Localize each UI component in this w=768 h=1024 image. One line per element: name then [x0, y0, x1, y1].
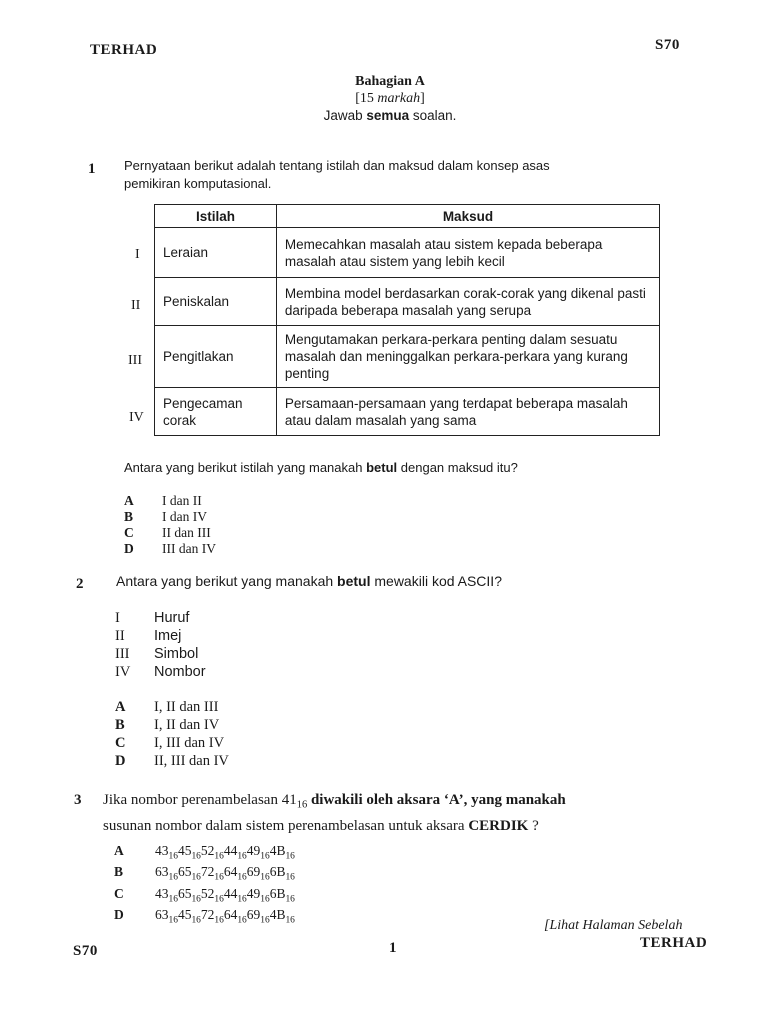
option-d[interactable]: D II, III dan IV — [115, 753, 229, 769]
table-row — [155, 326, 660, 388]
option-a[interactable]: A I dan II — [124, 493, 202, 508]
section-title: Bahagian A — [355, 74, 425, 89]
q2-items — [115, 609, 206, 681]
footer-classification: TERHAD — [640, 935, 708, 951]
section-marks: [15 markah] — [355, 91, 425, 106]
q3-options — [114, 843, 295, 928]
table-header-term: Istilah — [155, 205, 277, 228]
q1-terms-table — [154, 204, 660, 436]
header-classification: TERHAD — [90, 42, 158, 58]
term-cell: Pengecaman corak — [155, 388, 277, 436]
option-a[interactable]: A $43_{16}45_{16}52_{16}44_{16}49_{16}4B_{16}$ — [114, 843, 295, 862]
q1-row-roman: II — [131, 298, 141, 313]
term-cell: Leraian — [155, 228, 277, 278]
meaning-cell: Persamaan-persamaan yang terdapat beberapa masalah atau dalam masalah yang sama — [276, 388, 659, 436]
option-d[interactable]: D $63_{16}45_{16}72_{16}64_{16}69_{16}4B_{16}$ — [114, 906, 295, 926]
meaning-cell: Membina model berdasarkan corak-corak yang dikenal pasti daripada beberapa masalah yang serupa — [276, 278, 659, 326]
q1-stem: Pernyataan berikut adalah tentang istilah dan maksud dalam konsep asas pemikiran komputasional. — [124, 158, 550, 191]
header-code: S70 — [655, 37, 680, 53]
q1-question: Antara yang berikut istilah yang manakah betul dengan maksud itu? — [124, 460, 518, 475]
table-row — [155, 388, 660, 436]
q2-question: Antara yang berikut yang manakah betul mewakili kod ASCII? — [116, 573, 502, 589]
option-b[interactable]: B I dan IV — [124, 509, 207, 524]
page-number: 1 — [389, 940, 397, 956]
term-cell: Peniskalan — [155, 278, 277, 326]
term-cell: Pengitlakan — [155, 326, 277, 388]
q1-number: 1 — [88, 161, 96, 177]
table-header-row — [155, 205, 660, 228]
section-instruction: Jawab semua soalan. — [323, 108, 457, 123]
list-item: III Simbol — [115, 646, 199, 662]
q2-options — [115, 698, 229, 770]
meaning-cell: Mengutamakan perkara-perkara penting dalam sesuatu masalah dan meninggalkan perkara-perkara yang kurang penting — [276, 326, 659, 388]
next-page-note: [Lihat Halaman Sebelah — [544, 918, 683, 933]
section-heading — [290, 73, 490, 125]
footer-code: S70 — [73, 943, 98, 959]
list-item: II Imej — [115, 628, 182, 644]
option-b[interactable]: B $63_{16}65_{16}72_{16}64_{16}69_{16}6B_{16}$ — [114, 864, 295, 883]
q1-options — [124, 493, 216, 557]
q1-row-roman: III — [128, 353, 142, 368]
q1-row-roman: IV — [129, 410, 144, 425]
list-item: IV Nombor — [115, 664, 206, 680]
q1-row-roman: I — [135, 247, 140, 262]
list-item: I Huruf — [115, 610, 190, 626]
option-c[interactable]: C $43_{16}65_{16}52_{16}44_{16}49_{16}6B_{16}$ — [114, 885, 295, 904]
table-row — [155, 278, 660, 326]
table-header-meaning: Maksud — [276, 205, 659, 228]
option-d[interactable]: D III dan IV — [124, 541, 216, 556]
option-c[interactable]: C II dan III — [124, 525, 211, 540]
table-row — [155, 228, 660, 278]
q3-stem: Jika nombor perenambelasan $41_{16}$ diwakili oleh aksara ‘A’, yang manakah susunan nombor dalam sistem perenambelasan untuk aksara CERDIK ? — [103, 792, 566, 834]
meaning-cell: Memecahkan masalah atau sistem kepada beberapa masalah atau sistem yang lebih kecil — [276, 228, 659, 278]
option-c[interactable]: C I, III dan IV — [115, 735, 225, 751]
option-b[interactable]: B I, II dan IV — [115, 717, 220, 733]
q2-number: 2 — [76, 576, 84, 592]
q3-number: 3 — [74, 792, 82, 808]
option-a[interactable]: A I, II dan III — [115, 699, 219, 715]
